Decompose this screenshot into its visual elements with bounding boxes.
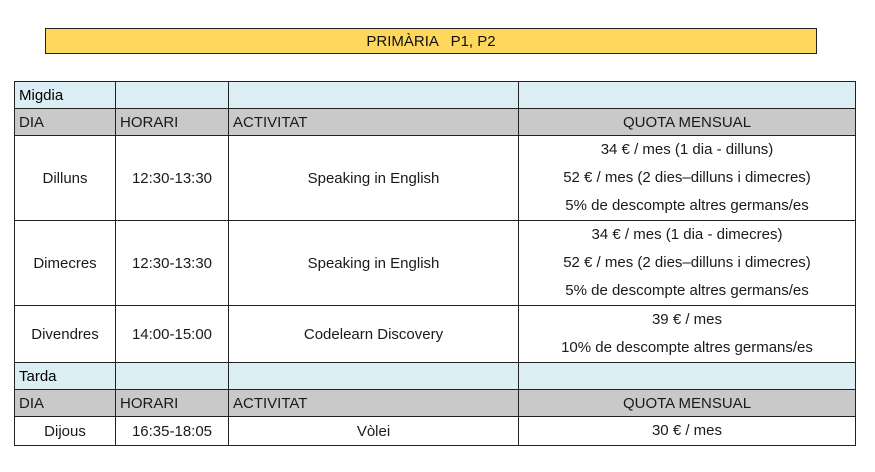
header-activitat: ACTIVITAT <box>229 109 519 136</box>
header-quota: QUOTA MENSUAL <box>519 109 856 136</box>
header-horari: HORARI <box>116 390 229 417</box>
header-activitat: ACTIVITAT <box>229 390 519 417</box>
activity-cell: Codelearn Discovery <box>229 306 519 363</box>
table-row <box>15 417 856 446</box>
section-label: Migdia <box>15 82 116 109</box>
section-empty-cell <box>519 82 856 109</box>
page-title-text: PRIMÀRIA P1, P2 <box>366 32 496 50</box>
table-row <box>15 136 856 221</box>
quota-cell <box>519 417 856 446</box>
time-cell: 12:30-13:30 <box>116 221 229 306</box>
section-empty-cell <box>229 363 519 390</box>
day-cell: Divendres <box>15 306 116 363</box>
time-cell: 14:00-15:00 <box>116 306 229 363</box>
activity-cell: Speaking in English <box>229 221 519 306</box>
time-cell: 12:30-13:30 <box>116 136 229 221</box>
quota-line: 52 € / mes (2 dies–dilluns i dimecres) <box>563 169 811 186</box>
section-row-tarda <box>15 363 856 390</box>
quota-line: 34 € / mes (1 dia - dilluns) <box>600 141 774 158</box>
quota-line: 39 € / mes <box>651 311 723 328</box>
quota-cell <box>519 136 856 221</box>
page-title <box>45 28 817 54</box>
day-cell: Dijous <box>15 417 116 446</box>
activity-cell: Vòlei <box>229 417 519 446</box>
header-row <box>15 109 856 136</box>
quota-line: 30 € / mes <box>651 422 723 439</box>
quota-line: 10% de descompte altres germans/es <box>561 339 813 356</box>
day-cell: Dilluns <box>15 136 116 221</box>
day-cell: Dimecres <box>15 221 116 306</box>
activity-cell: Speaking in English <box>229 136 519 221</box>
time-cell: 16:35-18:05 <box>116 417 229 446</box>
section-label: Tarda <box>15 363 116 390</box>
quota-line: 34 € / mes (1 dia - dimecres) <box>591 226 783 243</box>
header-row <box>15 390 856 417</box>
header-dia: DIA <box>15 390 116 417</box>
section-empty-cell <box>116 82 229 109</box>
quota-line: 5% de descompte altres germans/es <box>565 282 809 299</box>
header-horari: HORARI <box>116 109 229 136</box>
section-row-migdia <box>15 82 856 109</box>
quota-line: 52 € / mes (2 dies–dilluns i dimecres) <box>563 254 811 271</box>
section-empty-cell <box>519 363 856 390</box>
header-dia: DIA <box>15 109 116 136</box>
table-row <box>15 306 856 363</box>
section-empty-cell <box>116 363 229 390</box>
quota-line: 5% de descompte altres germans/es <box>565 197 809 214</box>
header-quota: QUOTA MENSUAL <box>519 390 856 417</box>
table-row <box>15 221 856 306</box>
section-empty-cell <box>229 82 519 109</box>
quota-cell <box>519 306 856 363</box>
quota-cell <box>519 221 856 306</box>
schedule-table <box>14 81 856 446</box>
